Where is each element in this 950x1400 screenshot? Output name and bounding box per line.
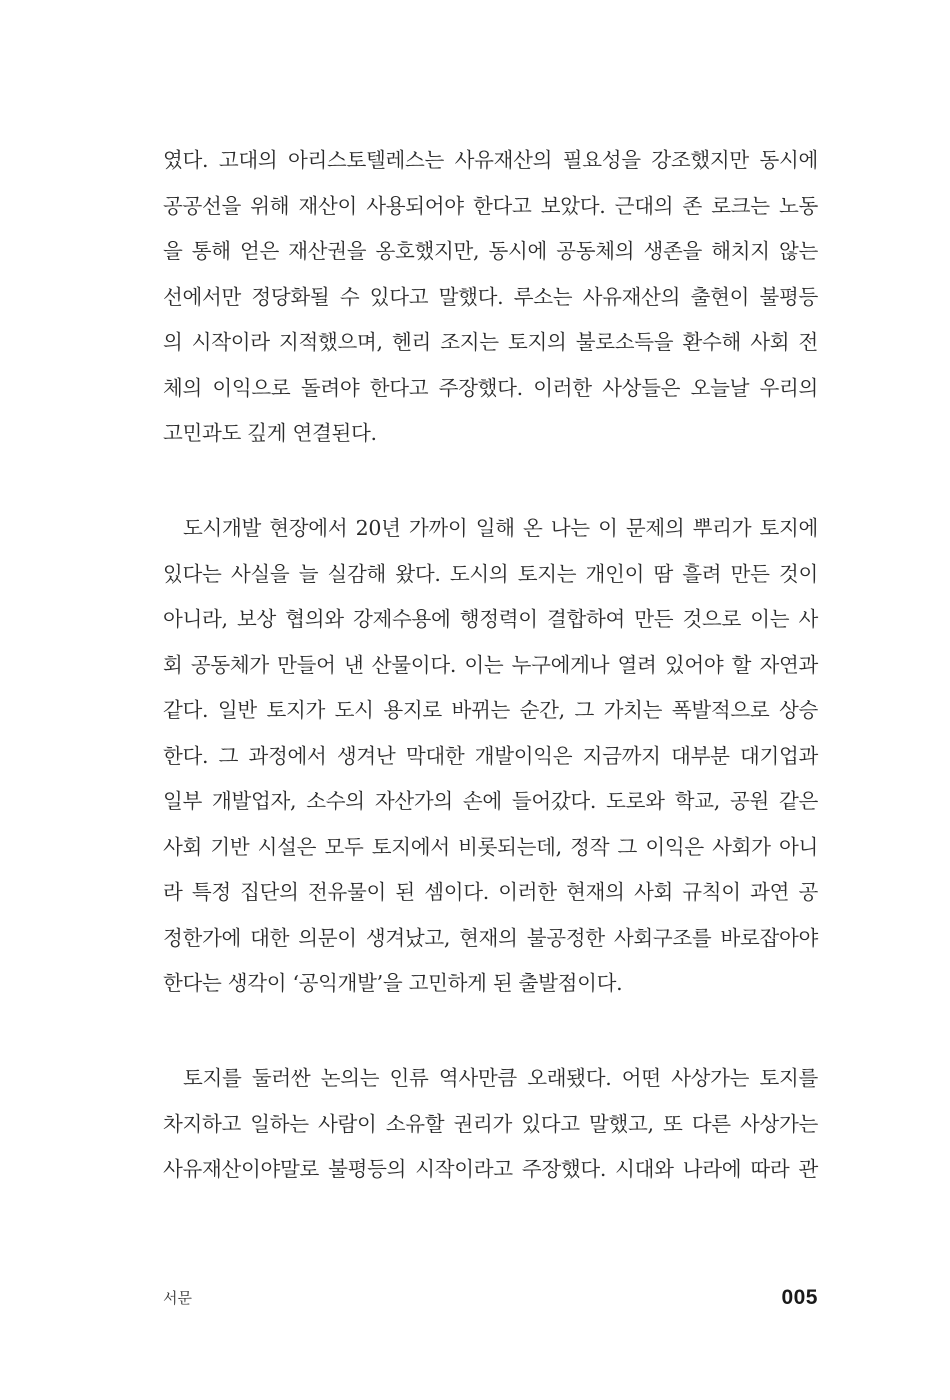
text-line: 일부 개발업자, 소수의 자산가의 손에 들어갔다. 도로와 학교, 공원 같은 (163, 789, 818, 813)
text-line: 고민과도 깊게 연결된다. (163, 421, 377, 445)
text-line: 차지하고 일하는 사람이 소유할 권리가 있다고 말했고, 또 다른 사상가는 (163, 1111, 818, 1136)
text-line: 였다. 고대의 아리스토텔레스는 사유재산의 필요성을 강조했지만 동시에 (163, 148, 818, 172)
text-line: 한다는 생각이 ‘공익개발’을 고민하게 된 출발점이다. (163, 971, 623, 995)
running-footer-section-title: 서문 (163, 1289, 192, 1307)
text-line: 한다. 그 과정에서 생겨난 막대한 개발이익은 지금까지 대부분 대기업과 (163, 743, 818, 768)
text-line: 의 시작이라 지적했으며, 헨리 조지는 토지의 불로소득을 환수해 사회 전 (163, 330, 818, 354)
text-line: 아니라, 보상 협의와 강제수용에 행정력이 결합하여 만든 것으로 이는 사 (163, 607, 818, 631)
paragraph-3 (163, 1056, 818, 1193)
text-line: 체의 이익으로 돌려야 한다고 주장했다. 이러한 사상들은 오늘날 우리의 (163, 375, 818, 400)
text-line: 정한가에 대한 의문이 생겨났고, 현재의 불공정한 사회구조를 바로잡아야 (163, 925, 818, 950)
paragraph-2 (163, 506, 818, 1007)
text-line: 같다. 일반 토지가 도시 용지로 바뀌는 순간, 그 가치는 폭발적으로 상승 (163, 698, 818, 722)
text-line: 도시개발 현장에서 20년 가까이 일해 온 나는 이 문제의 뿌리가 토지에 (183, 516, 818, 540)
text-line: 사회 기반 시설은 모두 토지에서 비롯되는데, 정작 그 이익은 사회가 아니 (163, 834, 818, 859)
text-line: 라 특정 집단의 전유물이 된 셈이다. 이러한 현재의 사회 규칙이 과연 공 (163, 880, 818, 904)
text-line: 을 통해 얻은 재산권을 옹호했지만, 동시에 공동체의 생존을 해치지 않는 (163, 239, 818, 263)
text-line: 있다는 사실을 늘 실감해 왔다. 도시의 토지는 개인이 땀 흘려 만든 것이 (163, 561, 818, 586)
text-line: 회 공동체가 만들어 낸 산물이다. 이는 누구에게나 열려 있어야 할 자연과 (163, 652, 818, 677)
text-line: 선에서만 정당화될 수 있다고 말했다. 루소는 사유재산의 출현이 불평등 (163, 284, 818, 309)
text-line: 토지를 둘러싼 논의는 인류 역사만큼 오래됐다. 어떤 사상가는 토지를 (183, 1066, 818, 1090)
paragraph-1 (163, 138, 818, 457)
text-line: 공공선을 위해 재산이 사용되어야 한다고 보았다. 근대의 존 로크는 노동 (163, 193, 818, 218)
page-number: 005 (781, 1286, 818, 1309)
text-line: 사유재산이야말로 불평등의 시작이라고 주장했다. 시대와 나라에 따라 관 (163, 1157, 818, 1181)
